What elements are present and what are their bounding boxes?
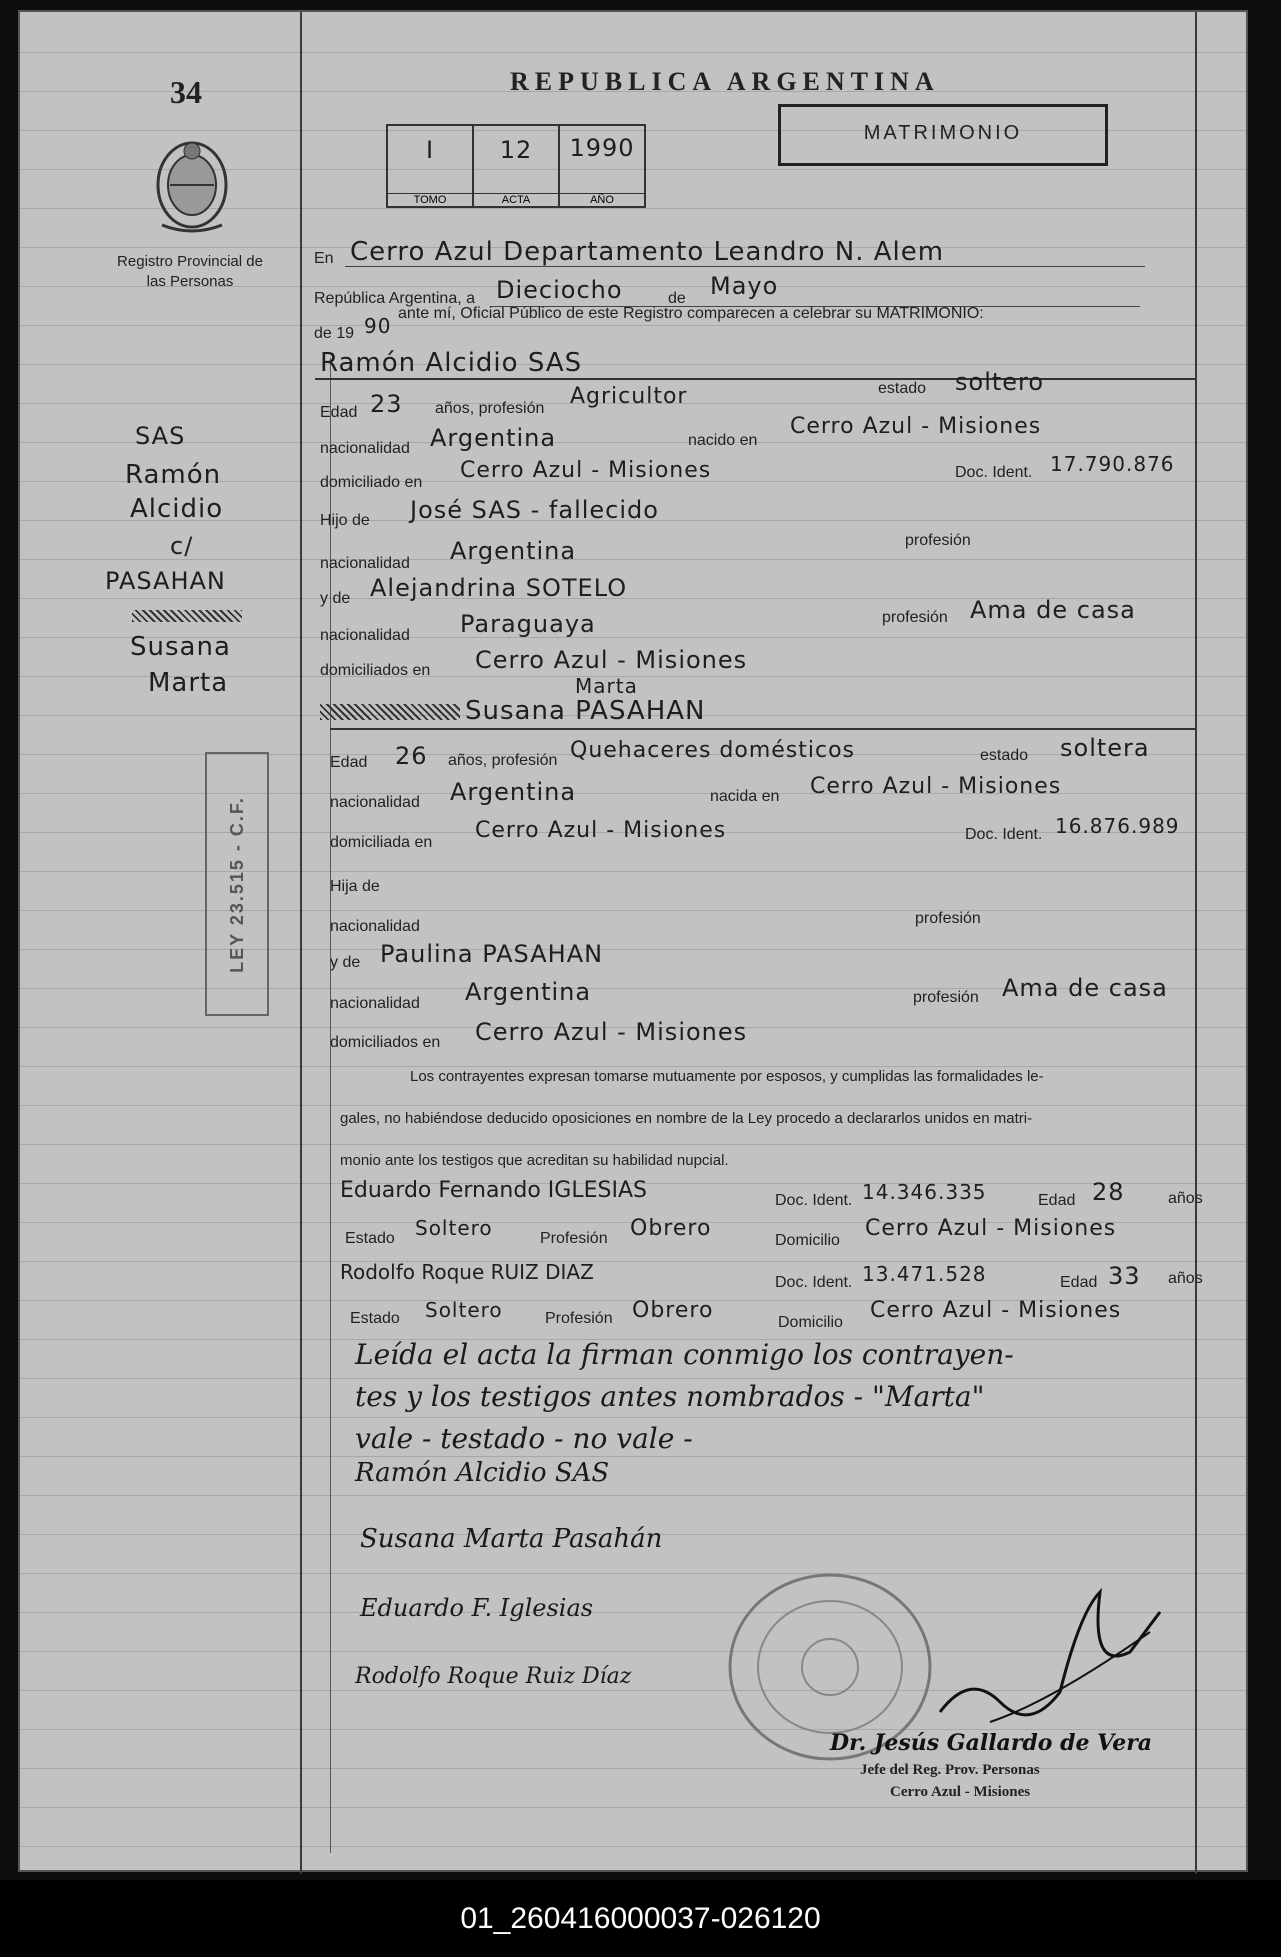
groom-padre-prof-label: profesión <box>905 532 971 549</box>
witness2-estado: Soltero <box>425 1298 503 1322</box>
bride-padre-prof-label: profesión <box>915 910 981 927</box>
bride-nac-label: nacionalidad <box>330 794 420 811</box>
groom-padres-dom: Cerro Azul - Misiones <box>475 646 748 674</box>
groom-madre-prof-label: profesión <box>882 609 948 626</box>
bride-madre: Paulina PASAHAN <box>380 940 604 968</box>
signature-groom: Ramón Alcidio SAS <box>355 1458 610 1488</box>
ruled-line <box>20 442 1246 443</box>
groom-nacido: Cerro Azul - Misiones <box>790 414 1042 439</box>
bride-edad: 26 <box>395 742 428 770</box>
bride-padres-dom: Cerro Azul - Misiones <box>475 1018 748 1046</box>
tomo-acta-ano-box <box>386 124 646 208</box>
official-place: Cerro Azul - Misiones <box>890 1784 1031 1800</box>
declaration-line3: monio ante los testigos que acreditan su habilidad nupcial. <box>340 1152 729 1169</box>
ruled-line <box>20 1846 1246 1847</box>
groom-profesion: Agricultor <box>570 384 688 409</box>
margin-stamp-text: LEY 23.515 - C.F. <box>226 795 247 973</box>
right-border-line <box>1195 12 1197 1874</box>
official-title: Jefe del Reg. Prov. Personas <box>860 1762 1040 1778</box>
bride-padres-dom-label: domiciliados en <box>330 1034 441 1051</box>
year-prefix: de 19 <box>314 325 355 342</box>
groom-nacido-label: nacido en <box>688 432 758 449</box>
margin-line5: PASAHAN <box>105 567 226 595</box>
bride-madre-prof: Ama de casa <box>1002 974 1168 1002</box>
republica-label: República Argentina, a <box>314 290 475 307</box>
groom-edad: 23 <box>370 390 403 418</box>
witness2-estado-label: Estado <box>350 1310 400 1327</box>
ruled-line <box>20 1066 1246 1067</box>
month-value: Mayo <box>710 272 779 300</box>
groom-madre-prof: Ama de casa <box>970 596 1136 624</box>
margin-line2: Ramón <box>125 460 222 490</box>
page-number: 34 <box>170 74 202 110</box>
acta-label: ACTA <box>474 193 558 206</box>
ruled-line <box>20 1807 1246 1808</box>
ruled-line <box>20 1144 1246 1145</box>
groom-yde-label: y de <box>320 590 351 607</box>
coat-of-arms-icon <box>148 137 236 237</box>
ruled-line <box>20 793 1246 794</box>
witness1-profesion: Obrero <box>630 1216 712 1241</box>
country-title: REPUBLICA ARGENTINA <box>510 67 940 96</box>
bride-doc: 16.876.989 <box>1055 814 1180 838</box>
ruled-line <box>20 1261 1246 1262</box>
margin-struck-text <box>132 610 242 622</box>
witness1-estado-label: Estado <box>345 1230 395 1247</box>
bride-dom: Cerro Azul - Misiones <box>475 818 727 843</box>
margin-stamp <box>205 752 269 1016</box>
inner-divider <box>330 358 331 1853</box>
groom-nac-label: nacionalidad <box>320 440 410 457</box>
groom-anos-label: años, profesión <box>435 400 545 417</box>
act-type: MATRIMONIO <box>863 122 1023 144</box>
margin-line4: c/ <box>170 532 194 560</box>
act-type-box <box>778 104 1108 166</box>
witness1-doc: 14.346.335 <box>862 1180 987 1204</box>
bride-edad-label: Edad <box>330 754 368 771</box>
ruled-line <box>20 949 1246 950</box>
margin-line7: Marta <box>148 668 229 698</box>
bride-madre-nac: Argentina <box>465 978 592 1006</box>
groom-doc-label: Doc. Ident. <box>955 464 1033 481</box>
witness2-doc-label: Doc. Ident. <box>775 1274 853 1291</box>
bride-nac: Argentina <box>450 778 577 806</box>
acta-cell <box>474 126 560 206</box>
image-id-bar <box>0 1880 1281 1957</box>
de-label: de <box>668 290 686 307</box>
ruled-line <box>20 1378 1246 1379</box>
ruled-line <box>20 871 1246 872</box>
ruled-line <box>20 325 1246 326</box>
ruled-line <box>20 1495 1246 1496</box>
witness1-doc-label: Doc. Ident. <box>775 1192 853 1209</box>
witness1-dom-label: Domicilio <box>775 1232 840 1249</box>
groom-estado-label: estado <box>878 380 927 397</box>
bride-padre-nac-label: nacionalidad <box>330 918 420 935</box>
margin-divider <box>300 12 302 1874</box>
witness1-edad: 28 <box>1092 1178 1125 1206</box>
witness2-profesion: Obrero <box>632 1298 714 1323</box>
groom-padre-nac: Argentina <box>450 537 577 565</box>
ano-cell <box>560 126 644 206</box>
groom-hijo-label: Hijo de <box>320 512 370 529</box>
groom-edad-label: Edad <box>320 404 358 421</box>
witness1-anos-label: años <box>1168 1190 1203 1207</box>
tomo-value: I <box>425 136 435 164</box>
signature-witness2: Rodolfo Roque Ruiz Díaz <box>355 1664 632 1689</box>
groom-estado: soltero <box>955 368 1045 396</box>
ruled-line <box>20 1456 1246 1457</box>
day-value: Dieciocho <box>496 276 623 304</box>
bride-anos-label: años, profesión <box>448 752 558 769</box>
image-id: 01_260416000037-026120 <box>460 1902 821 1935</box>
year-suffix: 90 <box>364 314 392 338</box>
witness2-edad-label: Edad <box>1060 1274 1098 1291</box>
ano-label: AÑO <box>560 193 644 206</box>
margin-line1: SAS <box>135 422 186 450</box>
groom-doc: 17.790.876 <box>1050 452 1175 476</box>
signature-bride: Susana Marta Pasahán <box>360 1524 663 1554</box>
bride-name: Susana PASAHAN <box>465 696 706 726</box>
witness2-name: Rodolfo Roque RUIZ DIAZ <box>340 1260 594 1284</box>
witness1-edad-label: Edad <box>1038 1192 1076 1209</box>
bride-name-added: Marta <box>575 674 638 698</box>
bride-madre-prof-label: profesión <box>913 989 979 1006</box>
margin-line6: Susana <box>130 632 231 662</box>
signature-witness1: Eduardo F. Iglesias <box>360 1594 594 1622</box>
bride-yde-label: y de <box>330 954 361 971</box>
bride-nacida-label: nacida en <box>710 788 780 805</box>
bride-estado-label: estado <box>980 747 1029 764</box>
witness2-prof-label: Profesión <box>545 1310 613 1327</box>
ruled-line <box>20 1417 1246 1418</box>
witness1-domicilio: Cerro Azul - Misiones <box>865 1216 1117 1241</box>
declaration-line2: gales, no habiéndose deducido oposiciones en nombre de la Ley procedo a declararlos unidos en matri- <box>340 1110 1033 1127</box>
struck-text <box>320 704 460 720</box>
bride-nacida: Cerro Azul - Misiones <box>810 774 1062 799</box>
ruled-line <box>20 52 1246 53</box>
margin-line3: Alcidio <box>130 494 224 524</box>
groom-padres-dom-label: domiciliados en <box>320 662 431 679</box>
closing-line2: tes y los testigos antes nombrados - "Marta" <box>355 1380 985 1413</box>
groom-dom: Cerro Azul - Misiones <box>460 458 712 483</box>
ruled-line <box>20 1105 1246 1106</box>
ruled-line <box>20 559 1246 560</box>
closing-line3: vale - testado - no vale - <box>355 1422 693 1455</box>
witness1-name: Eduardo Fernando IGLESIAS <box>340 1178 647 1203</box>
tomo-cell <box>388 126 474 206</box>
groom-madre-nac-label: nacionalidad <box>320 627 410 644</box>
official-signature-icon <box>930 1552 1170 1742</box>
place-value: Cerro Azul Departamento Leandro N. Alem <box>350 237 945 267</box>
bride-hija-label: Hija de <box>330 878 380 895</box>
witness1-estado: Soltero <box>415 1216 493 1240</box>
ruled-line <box>20 1768 1246 1769</box>
ante-text: ante mí, Oficial Público de este Registro comparecen a celebrar su MATRIMONIO: <box>398 305 984 322</box>
witness2-edad: 33 <box>1108 1262 1141 1290</box>
bride-estado: soltera <box>1060 734 1150 762</box>
acta-value: 12 <box>499 136 533 164</box>
groom-nac: Argentina <box>430 424 557 452</box>
groom-padre: José SAS - fallecido <box>410 496 659 524</box>
bride-dom-label: domiciliada en <box>330 834 433 851</box>
witness2-domicilio: Cerro Azul - Misiones <box>870 1298 1122 1323</box>
bride-madre-nac-label: nacionalidad <box>330 995 420 1012</box>
groom-madre: Alejandrina SOTELO <box>370 574 628 602</box>
witness2-anos-label: años <box>1168 1270 1203 1287</box>
bride-doc-label: Doc. Ident. <box>965 826 1043 843</box>
witness2-dom-label: Domicilio <box>778 1314 843 1331</box>
registry-name: Registro Provincial de las Personas <box>117 253 263 290</box>
en-label: En <box>314 250 334 267</box>
closing-line1: Leída el acta la firman conmigo los contrayen- <box>355 1338 1014 1371</box>
witness2-doc: 13.471.528 <box>862 1262 987 1286</box>
register-page <box>18 10 1248 1872</box>
declaration-line1: Los contrayentes expresan tomarse mutuamente por esposos, y cumplidas las formalidades le- <box>410 1068 1044 1085</box>
official-name: Dr. Jesús Gallardo de Vera <box>830 1730 1153 1756</box>
ruled-line <box>20 910 1246 911</box>
ano-value: 1990 <box>569 134 635 162</box>
tomo-label: TOMO <box>388 193 472 206</box>
ruled-line <box>20 364 1246 365</box>
groom-name: Ramón Alcidio SAS <box>320 348 583 378</box>
witness1-prof-label: Profesión <box>540 1230 608 1247</box>
groom-padre-nac-label: nacionalidad <box>320 555 410 572</box>
groom-madre-nac: Paraguaya <box>460 610 596 638</box>
groom-dom-label: domiciliado en <box>320 474 423 491</box>
bride-profesion: Quehaceres domésticos <box>570 738 856 763</box>
